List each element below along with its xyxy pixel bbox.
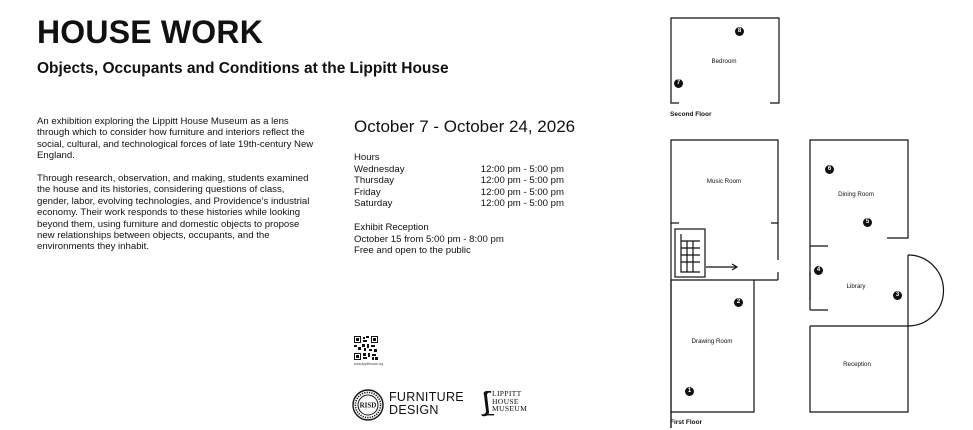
hours-day: Thursday	[354, 175, 394, 187]
lippitt-house-line-2: HOUSE	[492, 396, 519, 406]
description-paragraph-2: Through research, observation, and making, students examined the house and its histories, considering questions of class, gender, labor, evolving technologies, and Providence’s industrial economy. Their work responds to these histories while looking beyond them, using furniture and domestic objects to propose new relationships between objects, occupants, and the environments they inhabit.	[37, 173, 310, 253]
furniture-design-line-1: FURNITURE	[389, 390, 464, 404]
furniture-design-logo	[389, 391, 464, 417]
lippitt-house-line-3: MUSEUM	[492, 404, 528, 414]
qr-code[interactable]	[354, 336, 378, 360]
room-label-drawing-room: Drawing Room	[691, 338, 733, 345]
marker-6[interactable]: 6	[825, 165, 834, 174]
exhibition-description	[37, 116, 317, 264]
exhibition-subtitle: Objects, Occupants and Conditions at the Lippitt House	[37, 60, 449, 77]
exhibition-dates: October 7 - October 24, 2026	[354, 117, 576, 136]
seal-text: RISD	[359, 401, 377, 410]
exhibition-title: HOUSE WORK	[37, 14, 263, 50]
lippitt-house-logo	[492, 390, 527, 413]
first-floor-label: First Floor	[670, 419, 703, 426]
furniture-design-line-2: DESIGN	[389, 403, 439, 417]
hours-block	[354, 152, 564, 210]
marker-8[interactable]: 8	[735, 27, 744, 36]
hours-day: Friday	[354, 186, 381, 198]
reception-time: October 15 from 5:00 pm - 8:00 pm	[354, 233, 504, 245]
hours-day: Wednesday	[354, 163, 405, 175]
hours-day: Saturday	[354, 198, 393, 210]
risd-seal-logo	[352, 389, 384, 421]
hours-row	[354, 198, 564, 210]
marker-2[interactable]: 2	[734, 298, 743, 307]
marker-4[interactable]: 4	[814, 266, 823, 275]
room-label-library: Library	[846, 283, 866, 290]
reception-note: Free and open to the public	[354, 245, 471, 257]
marker-5[interactable]: 5	[863, 218, 872, 227]
second-floor-label: Second Floor	[670, 111, 712, 118]
hours-row	[354, 187, 564, 199]
room-label-dining-room: Dining Room	[838, 191, 874, 198]
floor-plan-drawing	[660, 10, 960, 430]
reception-block	[354, 222, 574, 257]
hours-time: 12:00 pm - 5:00 pm	[480, 163, 564, 175]
hours-time: 12:00 pm - 5:00 pm	[480, 186, 564, 198]
marker-1[interactable]: 1	[685, 387, 694, 396]
hours-title: Hours	[354, 152, 380, 163]
hours-row	[354, 164, 564, 176]
lippitt-house-line-1: LIPPITT	[492, 389, 522, 398]
hours-row	[354, 175, 564, 187]
marker-3[interactable]: 3	[893, 291, 902, 300]
reception-title: Exhibit Reception	[354, 222, 429, 233]
hours-time: 12:00 pm - 5:00 pm	[480, 198, 564, 210]
room-label-music-room: Music Room	[706, 178, 742, 185]
floor-plan	[660, 10, 960, 430]
room-label-reception: Reception	[843, 361, 871, 368]
room-label-bedroom: Bedroom	[711, 58, 737, 65]
qr-caption: www.lippitthouse.org	[354, 362, 384, 366]
marker-7[interactable]: 7	[674, 79, 683, 88]
hours-time: 12:00 pm - 5:00 pm	[480, 175, 564, 187]
description-paragraph-1: An exhibition exploring the Lippitt House Museum as a lens through which to consider how furniture and interiors reflect the social, cultural, and technological forces of late 19th-century New England.	[37, 116, 314, 162]
